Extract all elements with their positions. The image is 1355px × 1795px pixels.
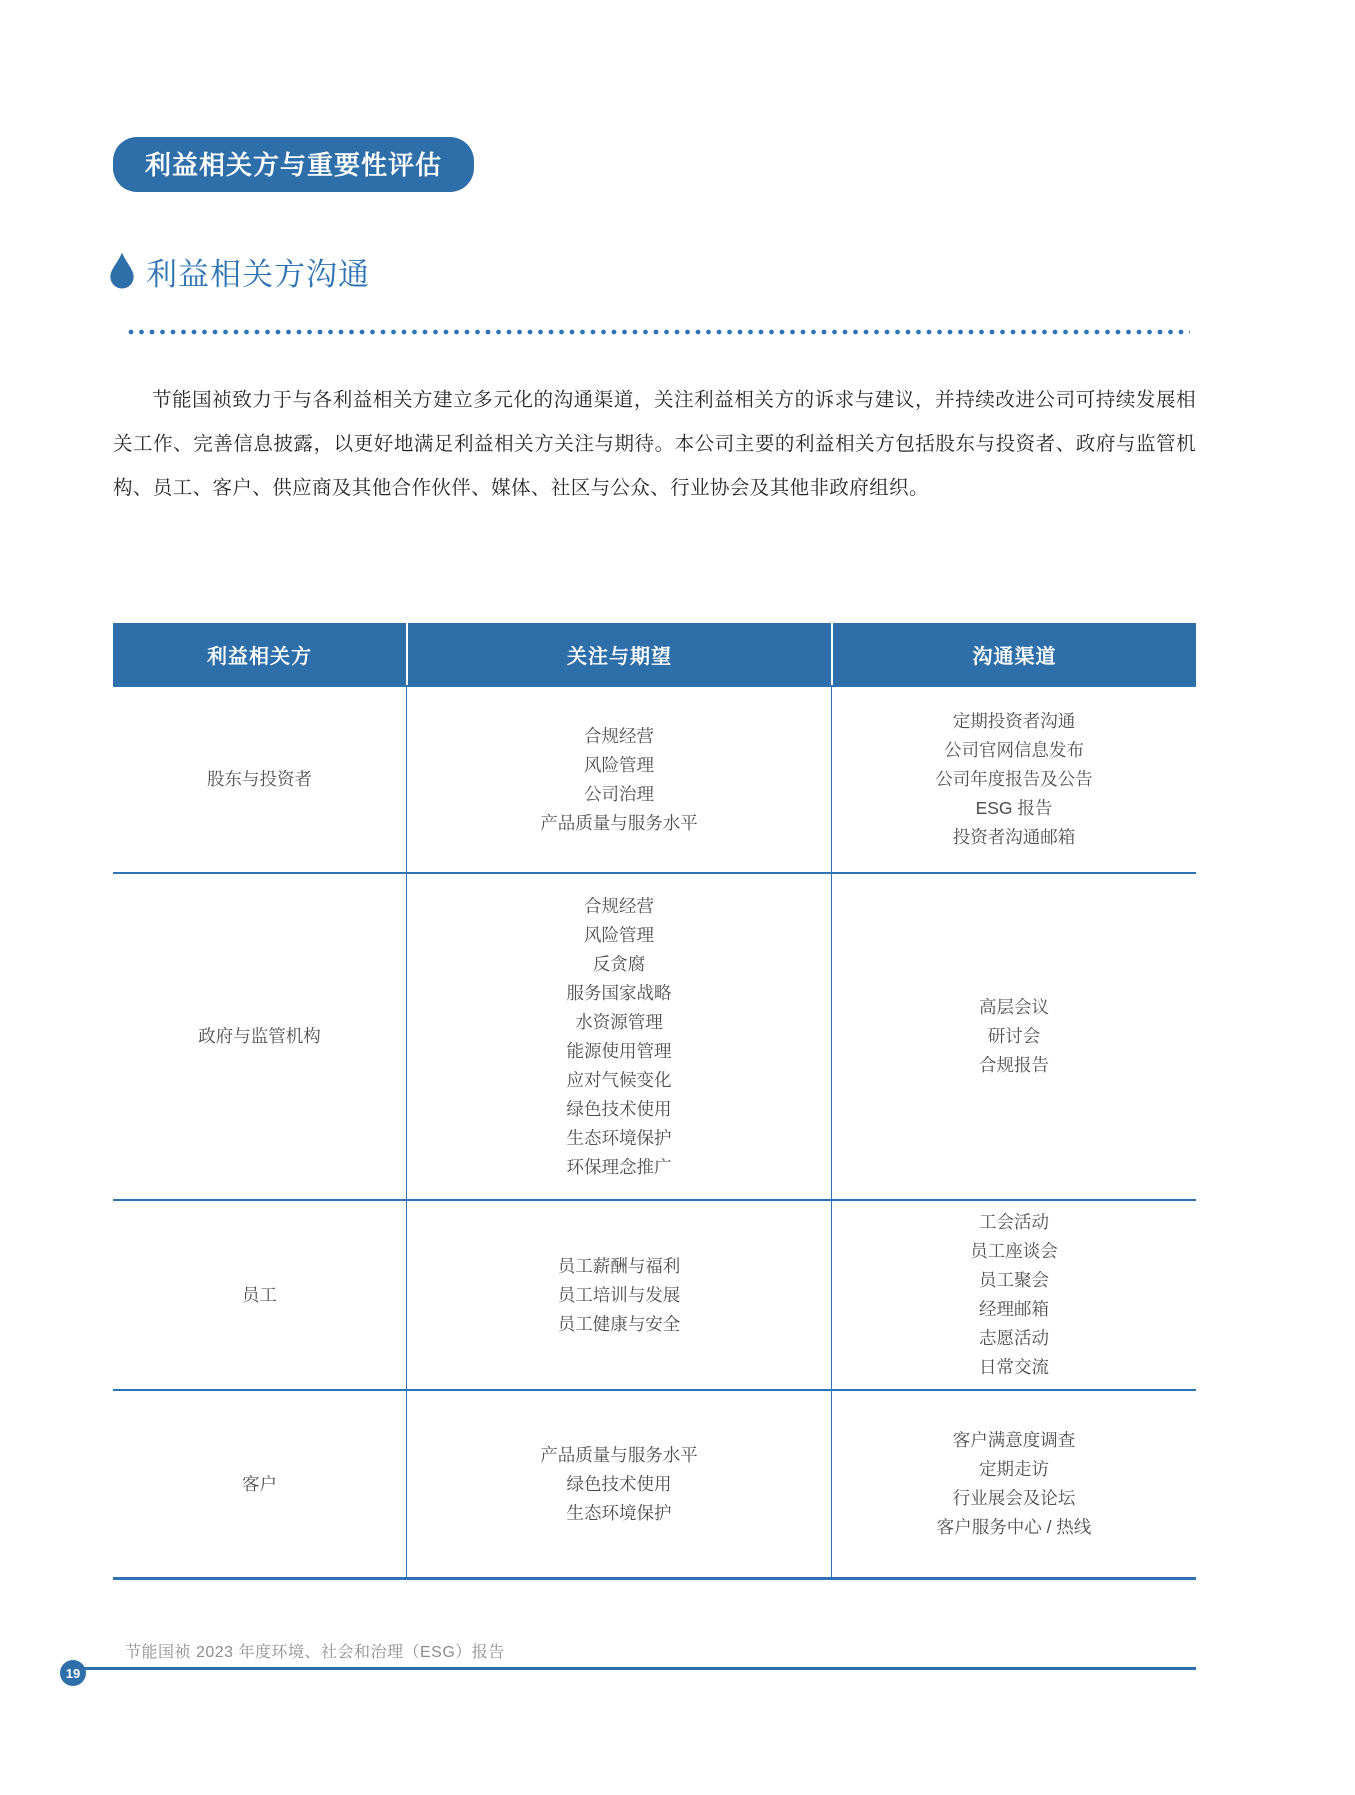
channels-cell: [831, 1391, 1196, 1577]
table-row: [113, 1389, 1196, 1577]
stakeholder-cell: [113, 1201, 406, 1389]
concerns-cell: [406, 687, 831, 872]
concerns-cell: [406, 874, 831, 1199]
cell-line: 客户: [242, 1473, 277, 1494]
cell-line: 工会活动: [979, 1212, 1049, 1232]
stakeholder-cell: [113, 687, 406, 872]
cell-line: 合规经营: [584, 895, 654, 916]
cell-line: 环保理念推广: [566, 1156, 672, 1177]
cell-line: 政府与监管机构: [198, 1026, 321, 1046]
cell-line: 定期走访: [979, 1459, 1049, 1479]
cell-line: 客户满意度调查: [952, 1430, 1076, 1450]
cell-line: 员工薪酬与福利: [557, 1255, 681, 1276]
cell-line: 员工聚会: [979, 1270, 1049, 1290]
cell-line: 风险管理: [584, 754, 654, 775]
cell-line: 客户服务中心 / 热线: [936, 1517, 1092, 1537]
cell-line: 服务国家战略: [566, 982, 672, 1003]
cell-line: 公司官网信息发布: [944, 740, 1084, 760]
channels-cell: [831, 1201, 1196, 1389]
dotted-divider: [128, 329, 1190, 335]
channels-cell: [831, 687, 1196, 872]
cell-line: 研讨会: [987, 1026, 1041, 1046]
concerns-cell: [406, 1391, 831, 1577]
table-header-channels: 沟通渠道: [831, 623, 1196, 685]
cell-line: 产品质量与服务水平: [540, 1444, 698, 1465]
cell-line: 公司治理: [584, 783, 654, 804]
footer-report-title: 节能国祯 2023 年度环境、社会和治理（ESG）报告: [125, 1644, 505, 1661]
table-body: [113, 685, 1196, 1577]
cell-line: 定期投资者沟通: [952, 711, 1076, 731]
cell-line: 水资源管理: [575, 1011, 663, 1032]
page-number-badge: 19: [60, 1660, 86, 1686]
cell-line: 合规经营: [584, 725, 654, 746]
cell-line: 员工座谈会: [970, 1241, 1058, 1261]
cell-line: 员工: [242, 1284, 277, 1305]
stakeholder-cell: [113, 874, 406, 1199]
section-header: [108, 250, 370, 292]
cell-line: 日常交流: [979, 1357, 1049, 1377]
cell-line: ESG 报告: [975, 798, 1053, 818]
cell-line: 投资者沟通邮箱: [952, 827, 1076, 847]
water-drop-icon: [108, 250, 136, 292]
table-row: [113, 872, 1196, 1199]
concerns-cell: [406, 1201, 831, 1389]
cell-line: 反贪腐: [592, 953, 646, 974]
cell-line: 应对气候变化: [566, 1069, 672, 1090]
cell-line: 行业展会及论坛: [952, 1488, 1076, 1508]
cell-line: 公司年度报告及公告: [935, 769, 1093, 789]
cell-line: 绿色技术使用: [566, 1098, 672, 1119]
footer-rule: [72, 1667, 1196, 1670]
channels-cell: [831, 874, 1196, 1199]
cell-line: 合规报告: [979, 1055, 1049, 1075]
cell-line: 经理邮箱: [979, 1299, 1049, 1319]
cell-line: 生态环境保护: [566, 1502, 672, 1523]
table-header-stakeholder: 利益相关方: [113, 623, 406, 685]
cell-line: 员工健康与安全: [557, 1313, 681, 1334]
stakeholder-table: [113, 623, 1196, 1580]
table-header-row: [113, 623, 1196, 685]
cell-line: 志愿活动: [979, 1328, 1049, 1348]
section-title: 利益相关方沟通: [146, 257, 370, 292]
cell-line: 产品质量与服务水平: [540, 812, 698, 833]
stakeholder-cell: [113, 1391, 406, 1577]
cell-line: 员工培训与发展: [557, 1284, 681, 1305]
cell-line: 能源使用管理: [566, 1040, 672, 1061]
cell-line: 绿色技术使用: [566, 1473, 672, 1494]
cell-line: 高层会议: [979, 997, 1049, 1017]
cell-line: 生态环境保护: [566, 1127, 672, 1148]
table-row: [113, 685, 1196, 872]
cell-line: 风险管理: [584, 924, 654, 945]
table-header-concerns: 关注与期望: [406, 623, 831, 685]
intro-paragraph: 节能国祯致力于与各利益相关方建立多元化的沟通渠道，关注利益相关方的诉求与建议，并持续改进公司可持续发展相关工作、完善信息披露，以更好地满足利益相关方关注与期待。本公司主要的利益相关方包括股东与投资者、政府与监管机构、员工、客户、供应商及其他合作伙伴、媒体、社区与公众、行业协会及其他非政府组织。: [113, 389, 1196, 499]
cell-line: 股东与投资者: [207, 769, 312, 789]
chapter-badge: 利益相关方与重要性评估: [113, 137, 474, 192]
table-row: [113, 1199, 1196, 1389]
